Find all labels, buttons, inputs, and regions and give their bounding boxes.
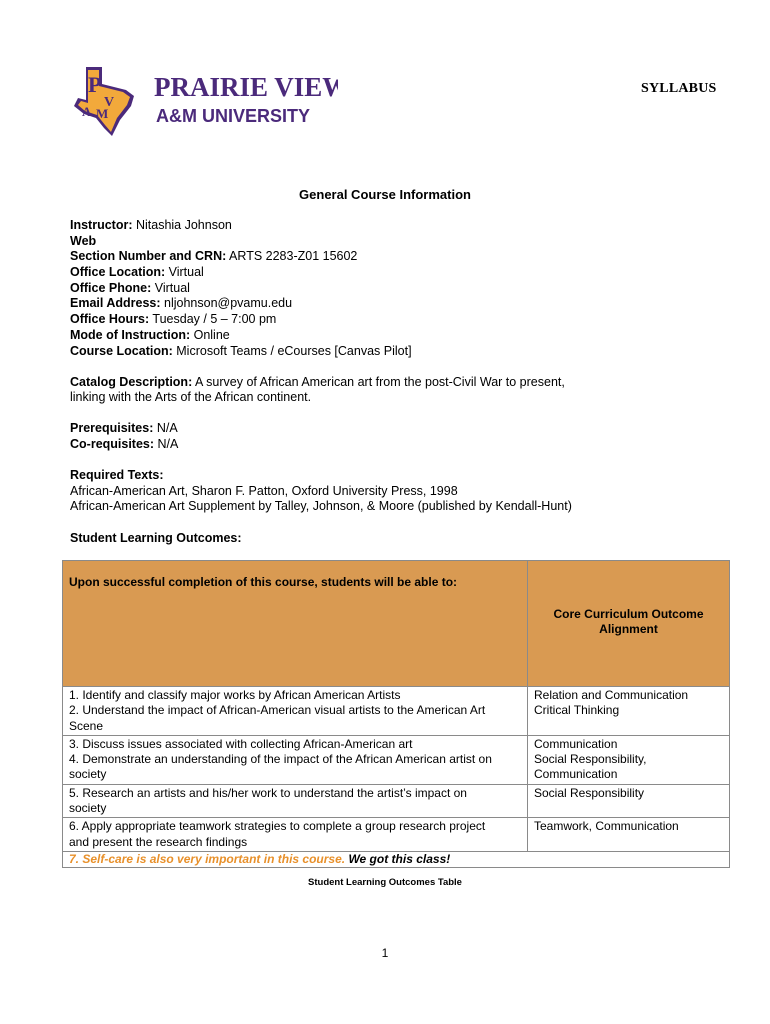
office-location-value: Virtual xyxy=(165,265,204,280)
corequisites-label: Co-requisites: xyxy=(70,436,155,451)
table-header-alignment: Core Curriculum Outcome Alignment xyxy=(528,561,730,687)
slo-heading: Student Learning Outcomes: xyxy=(70,530,242,545)
office-location-label: Office Location: xyxy=(70,265,166,280)
prerequisites-line xyxy=(70,421,710,437)
svg-text:A: A xyxy=(82,104,92,119)
office-phone-value: Virtual xyxy=(151,280,190,295)
outcome-cell: 3. Discuss issues associated with collecting African-American art 4. Demonstrate an understanding of the impact of the African American artist on society xyxy=(63,735,528,784)
svg-text:P: P xyxy=(88,72,102,97)
web-label: Web xyxy=(70,233,97,248)
office-phone-label: Office Phone: xyxy=(70,280,152,295)
university-logo xyxy=(68,62,338,142)
email-value[interactable]: nljohnson@pvamu.edu xyxy=(160,296,293,311)
course-location-line xyxy=(70,344,710,360)
page-number: 1 xyxy=(381,946,389,960)
catalog-description xyxy=(70,375,710,406)
mode-label: Mode of Instruction: xyxy=(70,327,191,342)
section-value: ARTS 2283-Z01 15602 xyxy=(226,249,358,264)
course-location-value: Microsoft Teams / eCourses [Canvas Pilot] xyxy=(172,343,412,358)
section-title: General Course Information xyxy=(299,187,471,202)
required-text-item: African-American Art, Sharon F. Patton, Oxford University Press, 1998 xyxy=(70,483,458,498)
pvam-monogram-icon xyxy=(74,67,134,136)
alignment-cell: Social Responsibility xyxy=(528,784,730,818)
email-line xyxy=(70,296,710,312)
alignment-cell: Relation and Communication Critical Thinking xyxy=(528,687,730,736)
section-line xyxy=(70,249,710,265)
table-row xyxy=(63,784,730,818)
instructor-label: Instructor: xyxy=(70,218,133,232)
table-row-selfcare xyxy=(63,851,730,867)
catalog-line1: A survey of African American art from the post-Civil War to present, xyxy=(192,374,565,389)
course-info xyxy=(70,218,710,546)
corequisites-value: N/A xyxy=(154,436,179,451)
selfcare-note: 7. Self-care is also very important in this course. xyxy=(69,851,346,866)
prerequisites-label: Prerequisites: xyxy=(70,421,154,436)
office-hours-label: Office Hours: xyxy=(70,312,150,327)
corequisites-line xyxy=(70,437,710,453)
catalog-label: Catalog Description: xyxy=(70,374,193,389)
table-header-outcomes: Upon successful completion of this course, students will be able to: xyxy=(63,561,528,687)
logo-text-line1: PRAIRIE VIEW xyxy=(154,72,338,102)
svg-text:V: V xyxy=(104,95,115,110)
learning-outcomes-table xyxy=(62,560,730,868)
instructor-value: Nitashia Johnson xyxy=(132,218,232,232)
mode-value: Online xyxy=(190,327,230,342)
outcome-cell: 1. Identify and classify major works by African American Artists 2. Understand the impact of African-American visual artists to the American Art Scene xyxy=(63,687,528,736)
mode-line xyxy=(70,328,710,344)
alignment-cell: Teamwork, Communication xyxy=(528,818,730,852)
selfcare-tagline: We got this class! xyxy=(345,851,451,866)
instructor-line xyxy=(70,218,710,234)
office-location-line xyxy=(70,265,710,281)
logo-text-line2: A&M UNIVERSITY xyxy=(156,106,311,126)
course-location-label: Course Location: xyxy=(70,343,173,358)
document-type: SYLLABUS xyxy=(641,81,717,96)
table-header-row xyxy=(63,561,730,687)
table-caption: Student Learning Outcomes Table xyxy=(308,877,462,888)
svg-text:M: M xyxy=(96,106,109,121)
outcome-cell: 6. Apply appropriate teamwork strategies to complete a group research project and present the research findings xyxy=(63,818,528,852)
alignment-cell: Communication Social Responsibility, Communication xyxy=(528,735,730,784)
selfcare-cell xyxy=(63,851,730,867)
email-label: Email Address: xyxy=(70,296,161,311)
section-label: Section Number and CRN: xyxy=(70,249,227,264)
required-texts-label: Required Texts: xyxy=(70,468,164,483)
table-row xyxy=(63,818,730,852)
required-text-item: African-American Art Supplement by Talley, Johnson, & Moore (published by Kendall-Hunt) xyxy=(70,499,572,514)
table-row xyxy=(63,735,730,784)
office-hours-value: Tuesday / 5 – 7:00 pm xyxy=(149,312,277,327)
office-phone-line xyxy=(70,281,710,297)
outcome-cell: 5. Research an artists and his/her work to understand the artist’s impact on society xyxy=(63,784,528,818)
table-row xyxy=(63,687,730,736)
prerequisites-value: N/A xyxy=(153,421,178,436)
catalog-line2: linking with the Arts of the African continent. xyxy=(70,390,312,405)
office-hours-line xyxy=(70,312,710,328)
